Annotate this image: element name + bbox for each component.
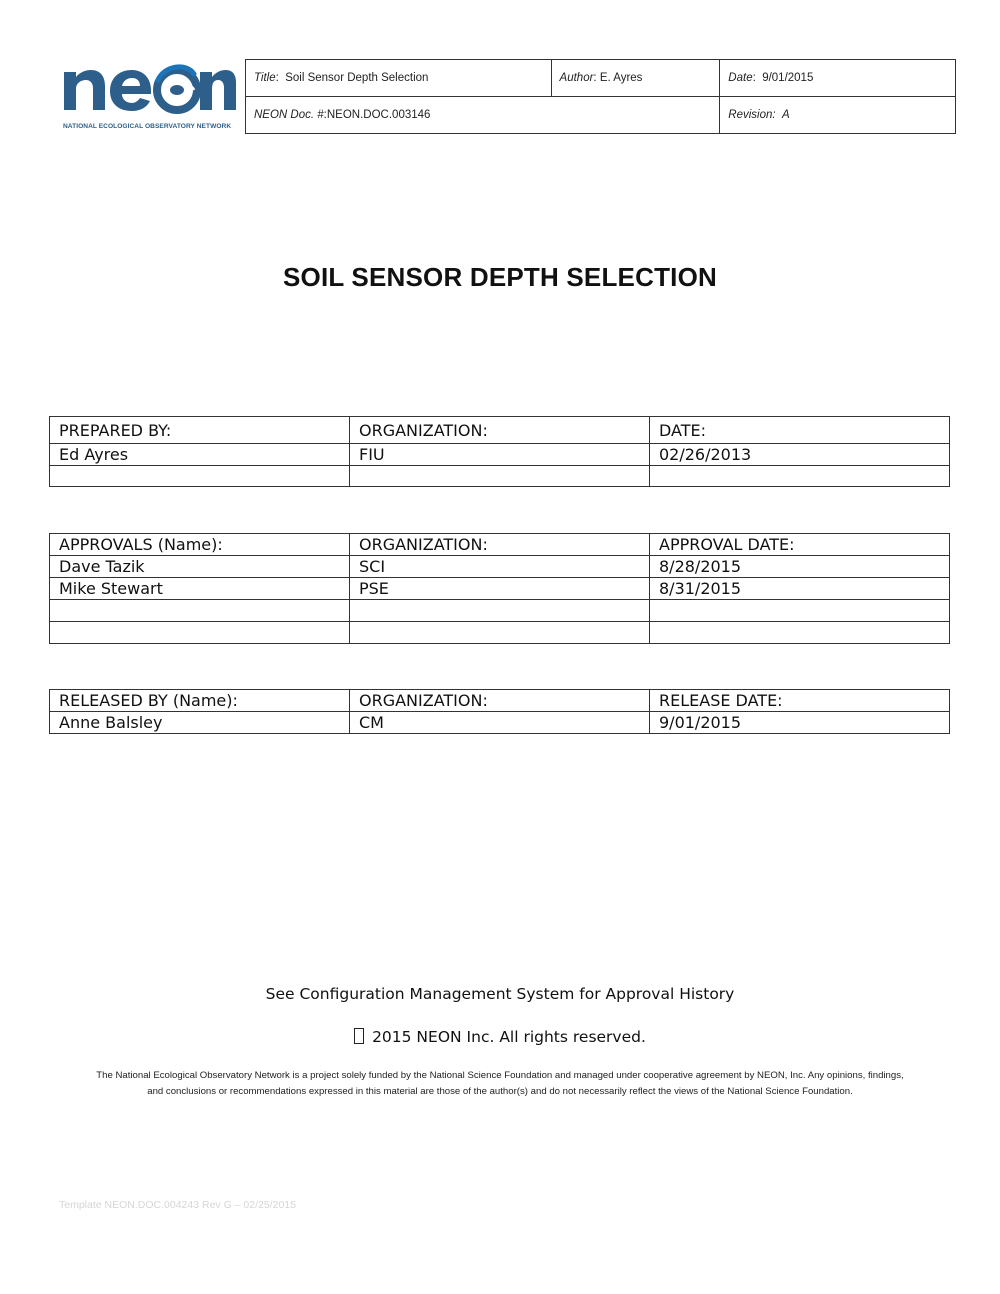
table-header-row — [50, 690, 950, 712]
table-row — [50, 712, 950, 734]
copyright-line — [0, 1028, 1000, 1046]
release-date-header: RELEASE DATE: — [650, 690, 950, 712]
date-value: 9/01/2015 — [762, 72, 814, 84]
copyright-text: 2015 NEON Inc. All rights reserved. — [372, 1028, 646, 1046]
empty-cell — [350, 600, 650, 622]
prepared-date: 02/26/2013 — [650, 444, 950, 466]
revision-label: Revision: — [728, 109, 776, 121]
preparer-name: Ed Ayres — [50, 444, 350, 466]
header-author-cell: Author: E. Ayres — [551, 60, 720, 97]
empty-cell — [50, 600, 350, 622]
title-value: Soil Sensor Depth Selection — [285, 72, 429, 84]
doc-label: NEON Doc. # — [254, 109, 324, 121]
organization-header: ORGANIZATION: — [350, 534, 650, 556]
approval-date-header: APPROVAL DATE: — [650, 534, 950, 556]
approver-name: Mike Stewart — [50, 578, 350, 600]
approval-date: 8/31/2015 — [650, 578, 950, 600]
author-value: E. Ayres — [599, 72, 643, 84]
approver-organization: PSE — [350, 578, 650, 600]
header-doc-cell: NEON Doc. #:NEON.DOC.003146 — [246, 97, 720, 134]
preparer-organization: FIU — [350, 444, 650, 466]
table-header-row — [50, 534, 950, 556]
table-row — [50, 444, 950, 466]
empty-cell — [650, 600, 950, 622]
template-footer: Template NEON.DOC.004243 Rev G – 02/25/2015 — [59, 1199, 296, 1211]
empty-cell — [650, 622, 950, 644]
header-date-cell: Date: 9/01/2015 — [720, 60, 956, 97]
neon-logo-mark — [60, 58, 236, 120]
released-by-table — [49, 689, 950, 734]
title-label: Title — [254, 72, 276, 84]
doc-value: NEON.DOC.003146 — [326, 109, 431, 121]
empty-cell — [350, 466, 650, 487]
empty-cell — [350, 622, 650, 644]
revision-value: A — [782, 109, 790, 121]
copyright-icon — [354, 1028, 364, 1044]
header-title-cell: Title: Soil Sensor Depth Selection — [246, 60, 552, 97]
empty-cell — [50, 466, 350, 487]
approvals-table — [49, 533, 950, 644]
organization-header: ORGANIZATION: — [350, 690, 650, 712]
table-row — [50, 578, 950, 600]
releaser-organization: CM — [350, 712, 650, 734]
funding-disclaimer — [55, 1068, 945, 1100]
table-header-row — [50, 417, 950, 444]
approver-organization: SCI — [350, 556, 650, 578]
approvals-name-header: APPROVALS (Name): — [50, 534, 350, 556]
prepared-by-table — [49, 416, 950, 487]
table-row — [50, 556, 950, 578]
table-row — [50, 466, 950, 487]
table-row — [50, 622, 950, 644]
released-by-header: RELEASED BY (Name): — [50, 690, 350, 712]
neon-logo — [60, 58, 240, 134]
approver-name: Dave Tazik — [50, 556, 350, 578]
author-label: Author — [559, 72, 594, 84]
disclaimer-line: and conclusions or recommendations expressed in this material are those of the author(s) and do not necessarily reflect the views of the National Science Foundation. — [147, 1086, 853, 1097]
table-row — [50, 600, 950, 622]
disclaimer-line: The National Ecological Observatory Network is a project solely funded by the National Science Foundation and managed under cooperative agreement by NEON, Inc. Any opinions, findings, — [96, 1070, 904, 1081]
organization-header: ORGANIZATION: — [350, 417, 650, 444]
document-title: SOIL SENSOR DEPTH SELECTION — [283, 262, 717, 292]
empty-cell — [650, 466, 950, 487]
date-header: DATE: — [650, 417, 950, 444]
header-revision-cell — [720, 97, 956, 134]
prepared-by-header: PREPARED BY: — [50, 417, 350, 444]
approval-date: 8/28/2015 — [650, 556, 950, 578]
configuration-note: See Configuration Management System for Approval History — [265, 985, 735, 1003]
releaser-name: Anne Balsley — [50, 712, 350, 734]
release-date: 9/01/2015 — [650, 712, 950, 734]
document-header-table — [245, 59, 956, 134]
date-label: Date — [728, 72, 753, 84]
logo-tagline: NATIONAL ECOLOGICAL OBSERVATORY NETWORK — [63, 123, 232, 130]
empty-cell — [50, 622, 350, 644]
